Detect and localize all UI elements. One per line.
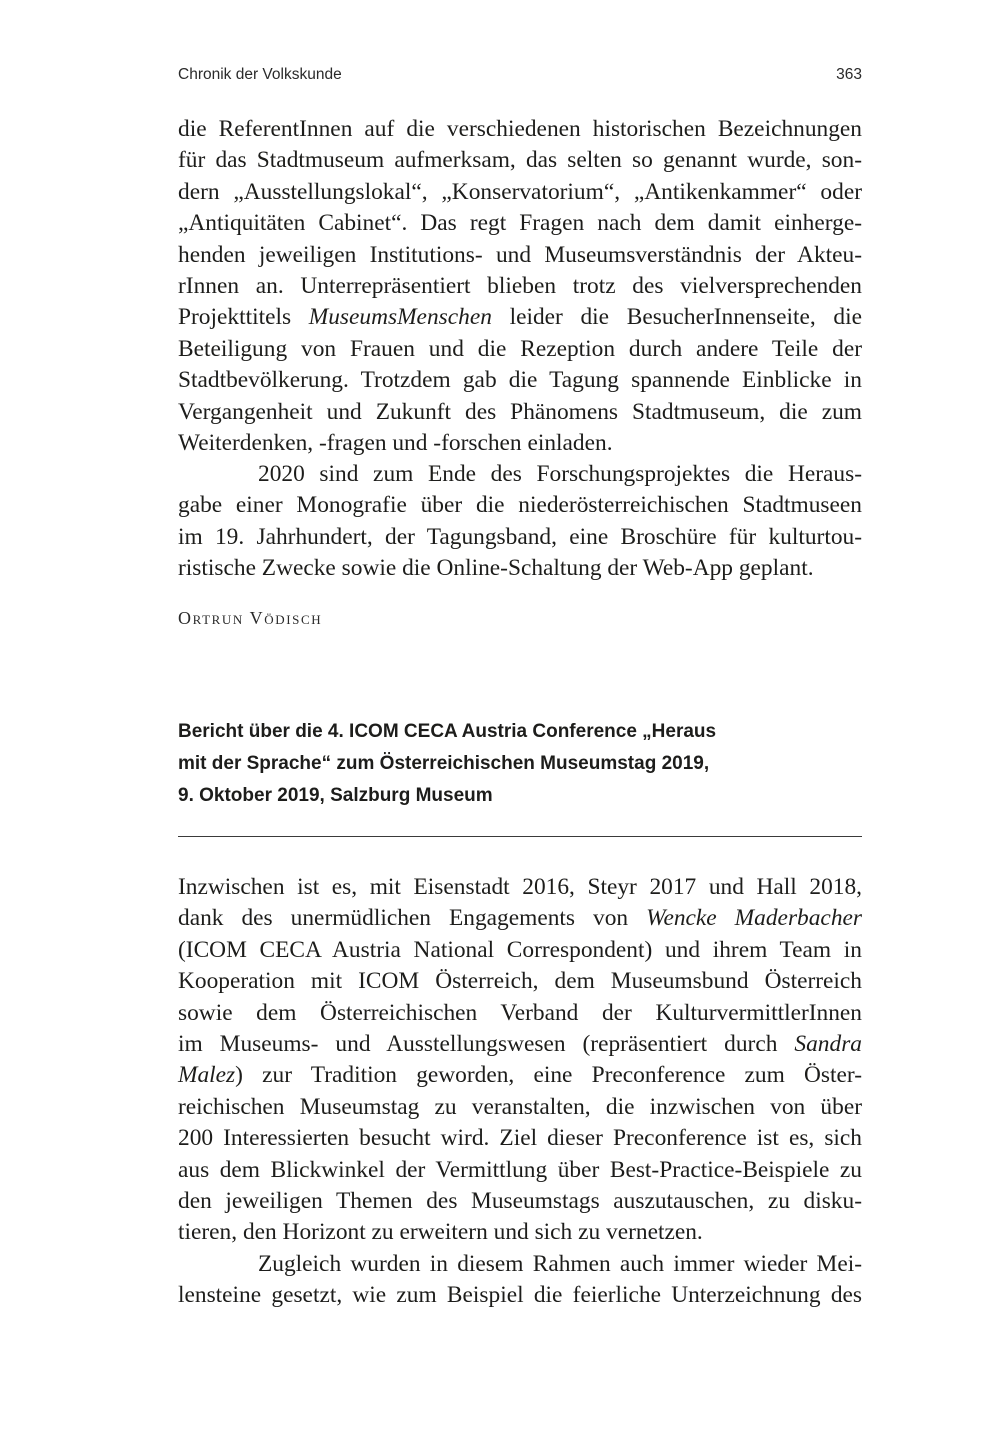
text-line: Stadtbevölkerung. Trotzdem gab die Tagung spannende Einblicke in — [178, 367, 862, 394]
text-line: (ICOM CECA Austria National Correspondent) und ihrem Team in — [178, 936, 862, 963]
text-line: aus dem Blickwinkel der Vermittlung über Best-Practice-Beispiele zu — [178, 1156, 862, 1183]
text-line: reichischen Museumstag zu veranstalten, die inzwischen von über — [178, 1093, 862, 1120]
italic-person-name: Malez — [178, 1062, 236, 1089]
text-run: im Museums- und Ausstellungswesen (repräsentiert durch — [178, 1030, 795, 1057]
text-line: für das Stadtmuseum aufmerksam, das selten so genannt wurde, son- — [178, 147, 862, 174]
paragraph-stadtmuseum-continuation — [178, 114, 862, 459]
text-line — [178, 1060, 862, 1091]
text-line: den jeweiligen Themen des Museumstags auszutauschen, zu disku- — [178, 1187, 862, 1214]
heading-line: Bericht über die 4. ICOM CECA Austria Conference „Heraus — [178, 721, 717, 742]
author-signature: Ortrun Vödisch — [178, 608, 323, 628]
italic-project-title: MuseumsMenschen — [308, 304, 492, 331]
text-line: 2020 sind zum Ende des Forschungsprojektes die Heraus- — [258, 461, 862, 487]
text-line: im 19. Jahrhundert, der Tagungsband, eine Broschüre für kulturtou- — [178, 523, 862, 550]
text-line: henden jeweiligen Institutions- und Museumsverständnis der Akteu- — [178, 241, 862, 268]
text-run: ) zur Tradition geworden, eine Preconference zum Öster- — [235, 1062, 862, 1089]
text-line: tieren, den Horizont zu erweitern und sich zu vernetzen. — [178, 1219, 703, 1246]
text-line: die ReferentInnen auf die verschiedenen historischen Bezeichnungen — [178, 116, 862, 142]
text-line: Beteiligung von Frauen und die Rezeption durch andere Teile der — [178, 335, 862, 362]
paragraph-icom-conference-intro — [178, 872, 862, 1249]
running-head — [178, 66, 862, 86]
text-line: 200 Interessierten besucht wird. Ziel dieser Preconference ist es, sich — [178, 1125, 862, 1152]
text-line: Weiterdenken, -fragen und -forschen einladen. — [178, 429, 613, 456]
italic-person-name: Sandra — [794, 1030, 862, 1057]
section-heading — [178, 716, 862, 812]
text-line: dern „Ausstellungslokal“, „Konservatorium“, „Antikenkammer“ oder — [178, 178, 862, 205]
text-line — [178, 302, 862, 333]
running-head-title: Chronik der Volkskunde — [178, 66, 342, 83]
text-line: Vergangenheit und Zukunft des Phänomens Stadtmuseum, die zum — [178, 398, 862, 425]
text-run: dank des unermüdlichen Engagements von — [178, 905, 647, 932]
text-line: Zugleich wurden in diesem Rahmen auch immer wieder Mei- — [258, 1251, 862, 1277]
page-number: 363 — [836, 66, 862, 83]
text-line: gabe einer Monografie über die niederösterreichischen Stadtmuseen — [178, 492, 862, 519]
italic-person-name: Wencke Maderbacher — [646, 905, 862, 932]
heading-line: mit der Sprache“ zum Österreichischen Museumstag 2019, — [178, 753, 710, 774]
text-line: sowie dem Österreichischen Verband der KulturvermittlerInnen — [178, 999, 862, 1026]
paragraph-milestones — [178, 1249, 862, 1312]
text-run: leider die BesucherInnenseite, die — [491, 304, 862, 331]
text-line: lensteine gesetzt, wie zum Beispiel die feierliche Unterzeichnung des — [178, 1282, 862, 1309]
text-line — [178, 1029, 862, 1060]
text-line: ristische Zwecke sowie die Online-Schaltung der Web-App geplant. — [178, 555, 814, 582]
text-line: rInnen an. Unterrepräsentiert blieben trotz des vielversprechenden — [178, 272, 862, 299]
paragraph-outlook-2020 — [178, 459, 862, 585]
text-line — [178, 903, 862, 934]
heading-line: 9. Oktober 2019, Salzburg Museum — [178, 785, 493, 806]
heading-divider — [178, 836, 862, 837]
text-line: Inzwischen ist es, mit Eisenstadt 2016, Steyr 2017 und Hall 2018, — [178, 874, 862, 900]
text-line: Kooperation mit ICOM Österreich, dem Museumsbund Österreich — [178, 968, 862, 995]
text-run: Projekttitels — [178, 304, 309, 331]
text-line: „Antiquitäten Cabinet“. Das regt Fragen nach dem damit einherge- — [178, 210, 862, 237]
